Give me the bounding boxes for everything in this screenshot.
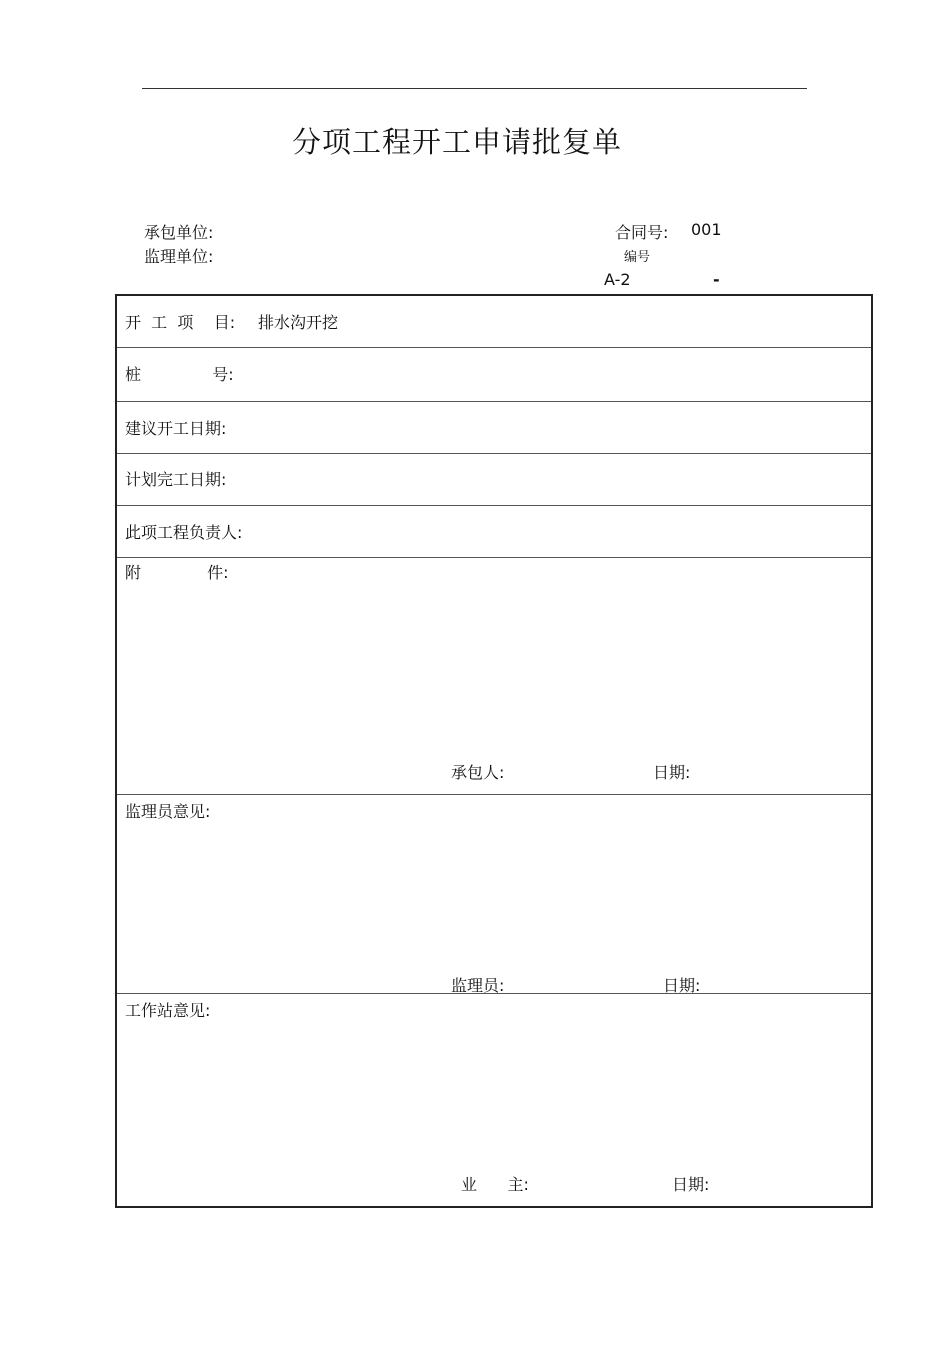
station-opinion-label: 工作站意见: (125, 1001, 211, 1020)
responsible-label: 此项工程负责人: (125, 523, 243, 542)
contractor-unit-label: 承包单位: (144, 223, 214, 242)
top-rule (142, 88, 807, 89)
supervision-unit-label: 监理单位: (144, 247, 214, 266)
row-proposed-start (117, 402, 871, 454)
proposed-start-label: 建议开工日期: (125, 419, 227, 438)
page-title: 分项工程开工申请批复单 (291, 125, 622, 159)
row-supervisor-opinion (117, 795, 871, 994)
attachments-label: 附 件: (125, 563, 229, 582)
project-value: 排水沟开挖 (258, 313, 339, 332)
owner-signer-label: 业 主: (461, 1175, 529, 1194)
contract-no-label: 合同号: (615, 223, 669, 242)
serial-dash: - (713, 270, 720, 289)
row-station-opinion (117, 994, 871, 1206)
supervisor-date-label: 日期: (663, 976, 701, 995)
owner-date-label: 日期: (672, 1175, 710, 1194)
supervisor-signer-label: 监理员: (451, 976, 505, 995)
contractor-date-label: 日期: (653, 763, 691, 782)
contractor-signer-label: 承包人: (451, 763, 505, 782)
serial-prefix: A-2 (604, 270, 631, 289)
row-station (117, 348, 871, 402)
row-planned-finish (117, 454, 871, 506)
serial-label: 编号 (624, 250, 651, 265)
project-label: 开 工 项 目: (125, 313, 236, 332)
row-responsible (117, 506, 871, 558)
row-attachments (117, 558, 871, 795)
approval-form (115, 294, 873, 1208)
station-label: 桩 号: (125, 365, 234, 384)
row-project (117, 296, 871, 348)
planned-finish-label: 计划完工日期: (125, 470, 227, 489)
supervisor-opinion-label: 监理员意见: (125, 802, 211, 821)
contract-no-value: 001 (691, 220, 722, 239)
